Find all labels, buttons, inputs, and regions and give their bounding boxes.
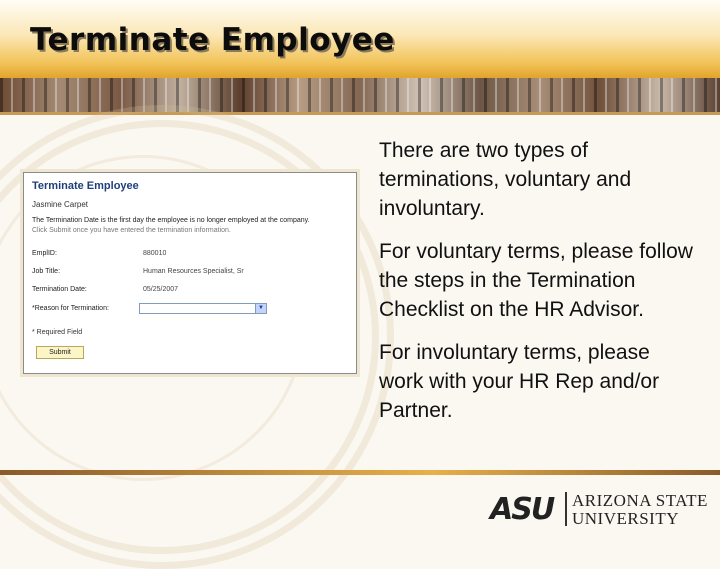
asu-mark: ASU [490, 492, 554, 527]
paragraph-voluntary: For voluntary terms, please follow the steps in the Termination Checklist on the HR Advisor. [379, 240, 693, 321]
body-text [379, 136, 699, 439]
screenshot-content [28, 175, 352, 371]
bottom-rule [0, 470, 720, 475]
emplid-value: 880010 [143, 250, 167, 257]
logo-line-2: UNIVERSITY [572, 509, 679, 528]
slide-title: Terminate Employee [30, 22, 395, 58]
termination-date-label: Termination Date: [32, 286, 87, 293]
asu-logo [490, 490, 708, 528]
form-title: Terminate Employee [32, 180, 139, 192]
reason-label: *Reason for Termination: [32, 305, 109, 312]
job-title-label: Job Title: [32, 268, 61, 275]
submit-button[interactable]: Submit [36, 346, 84, 359]
chevron-down-icon[interactable]: ▼ [255, 304, 266, 313]
terminate-employee-screenshot [23, 172, 357, 374]
termination-date-value: 05/25/2007 [143, 286, 179, 293]
logo-line-1: ARIZONA STATE [572, 491, 708, 510]
campus-photo-strip [0, 78, 720, 115]
emplid-label: EmplID: [32, 250, 57, 257]
paragraph-termination-types: There are two types of terminations, voluntary and involuntary. [379, 139, 632, 220]
paragraph-involuntary: For involuntary terms, please work with your HR Rep and/or Partner. [379, 341, 660, 422]
logo-divider [565, 492, 567, 526]
employee-name: Jasmine Carpet [32, 200, 89, 209]
reason-select[interactable] [139, 303, 267, 314]
submit-instruction: Click Submit once you have entered the termination information. [32, 227, 231, 234]
job-title-value: Human Resources Specialist, Sr [143, 268, 244, 275]
required-field-note: * Required Field [32, 329, 83, 336]
termination-date-notice: The Termination Date is the first day the employee is no longer employed at the company. [32, 217, 310, 224]
